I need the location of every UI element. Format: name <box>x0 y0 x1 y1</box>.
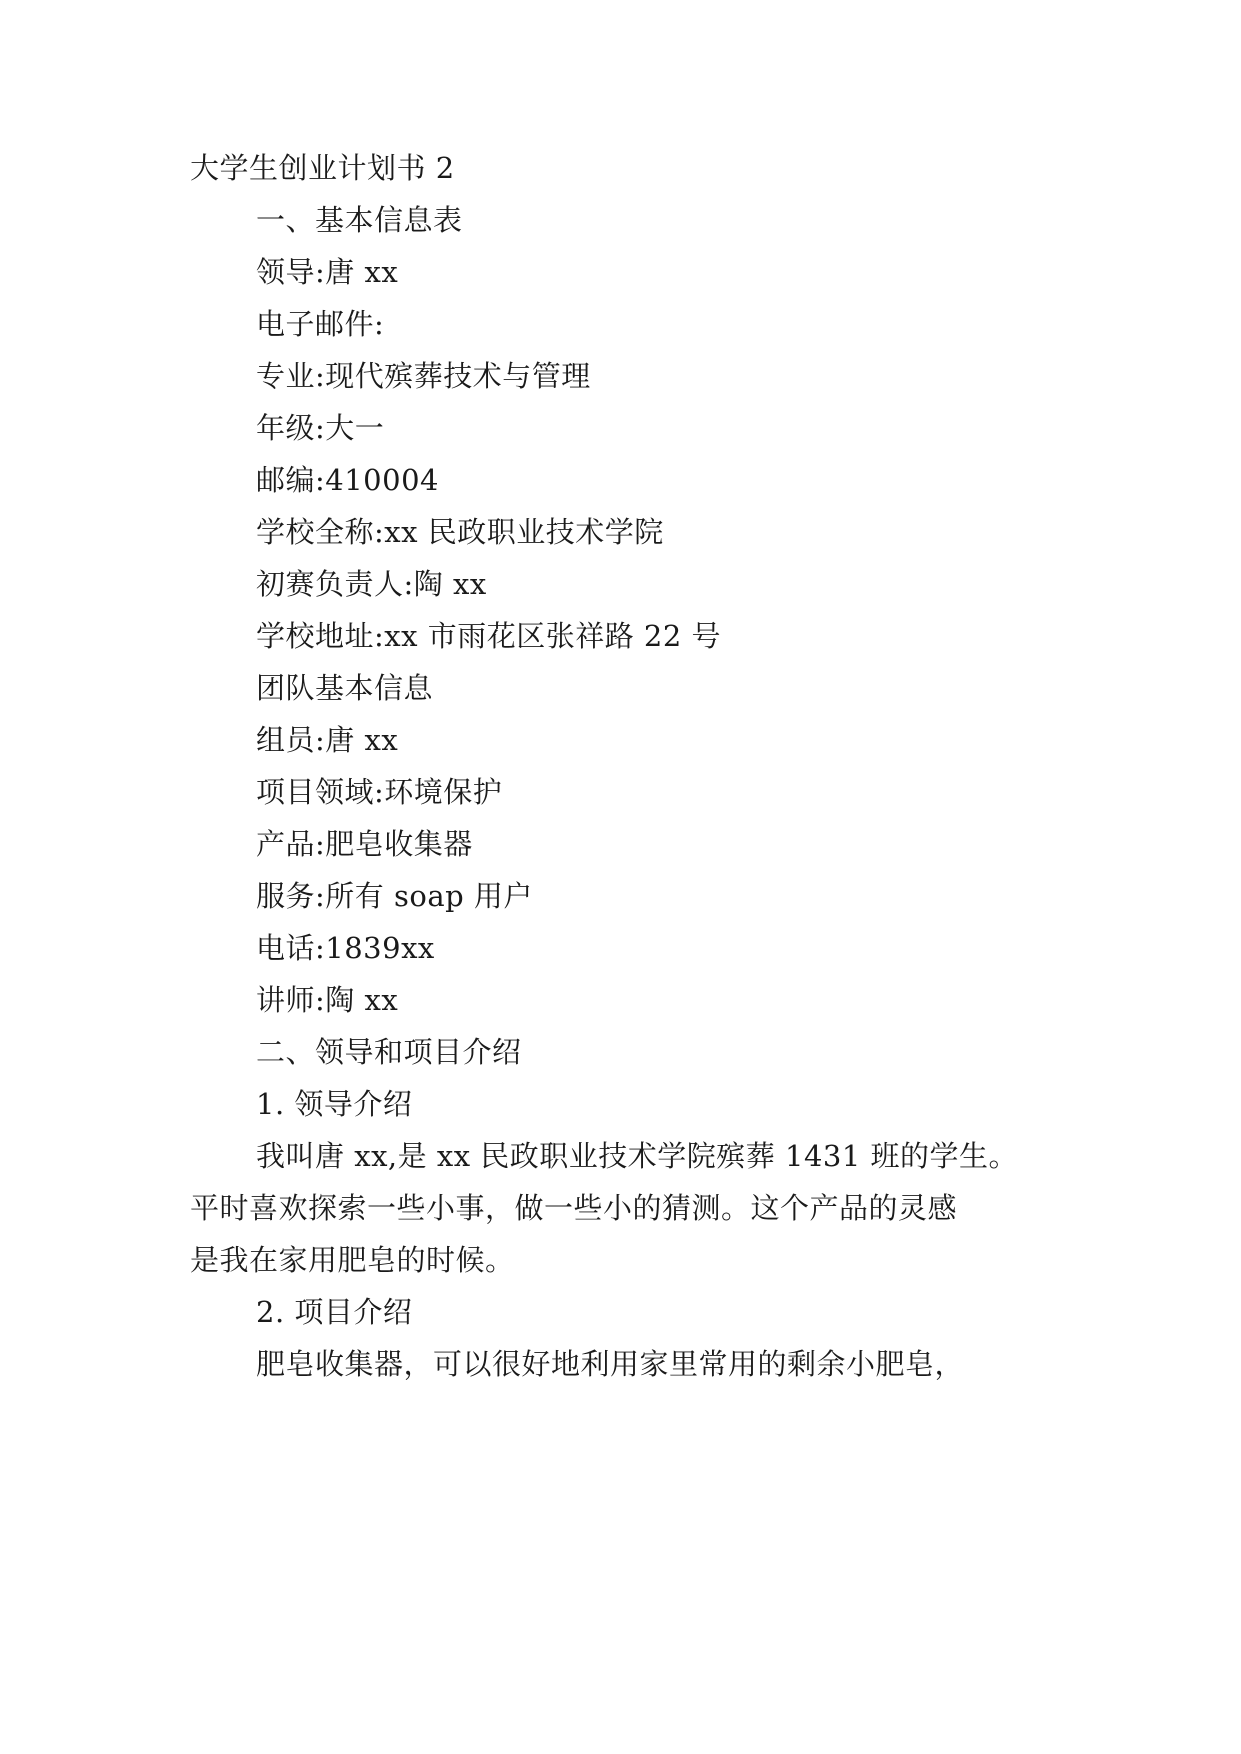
subheading-leader-intro: 1. 领导介绍 <box>256 1087 413 1121</box>
info-line-instructor: 讲师:陶 xx <box>256 983 399 1017</box>
paragraph-line: 是我在家用肥皂的时候。 <box>190 1243 515 1277</box>
subheading-project-intro: 2. 项目介绍 <box>256 1295 413 1329</box>
paragraph-line: 平时喜欢探索一些小事，做一些小的猜测。这个产品的灵感 <box>190 1191 958 1225</box>
info-line-product: 产品:肥皂收集器 <box>256 827 473 861</box>
paragraph-line: 我叫唐 xx,是 xx 民政职业技术学院殡葬 1431 班的学生。 <box>256 1139 1019 1173</box>
info-line-service: 服务:所有 soap 用户 <box>256 879 533 913</box>
info-line-phone: 电话:1839xx <box>256 931 435 965</box>
paragraph-line: 肥皂收集器，可以很好地利用家里常用的剩余小肥皂， <box>256 1347 965 1381</box>
document-title: 大学生创业计划书 2 <box>190 151 455 185</box>
info-line-field: 项目领域:环境保护 <box>256 775 503 809</box>
info-line-postcode: 邮编:410004 <box>256 463 439 497</box>
section-heading-basic-info: 一、基本信息表 <box>256 203 463 237</box>
info-line-contest-lead: 初赛负责人:陶 xx <box>256 567 487 601</box>
section-heading-intro: 二、领导和项目介绍 <box>256 1035 522 1069</box>
info-line-leader: 领导:唐 xx <box>256 255 399 289</box>
info-line-major: 专业:现代殡葬技术与管理 <box>256 359 591 393</box>
info-line-email: 电子邮件: <box>256 307 385 341</box>
info-line-member: 组员:唐 xx <box>256 723 399 757</box>
info-line-school-address: 学校地址:xx 市雨花区张祥路 22 号 <box>256 619 722 653</box>
info-line-team-info: 团队基本信息 <box>256 671 434 705</box>
info-line-grade: 年级:大一 <box>256 411 385 445</box>
info-line-school-name: 学校全称:xx 民政职业技术学院 <box>256 515 664 549</box>
